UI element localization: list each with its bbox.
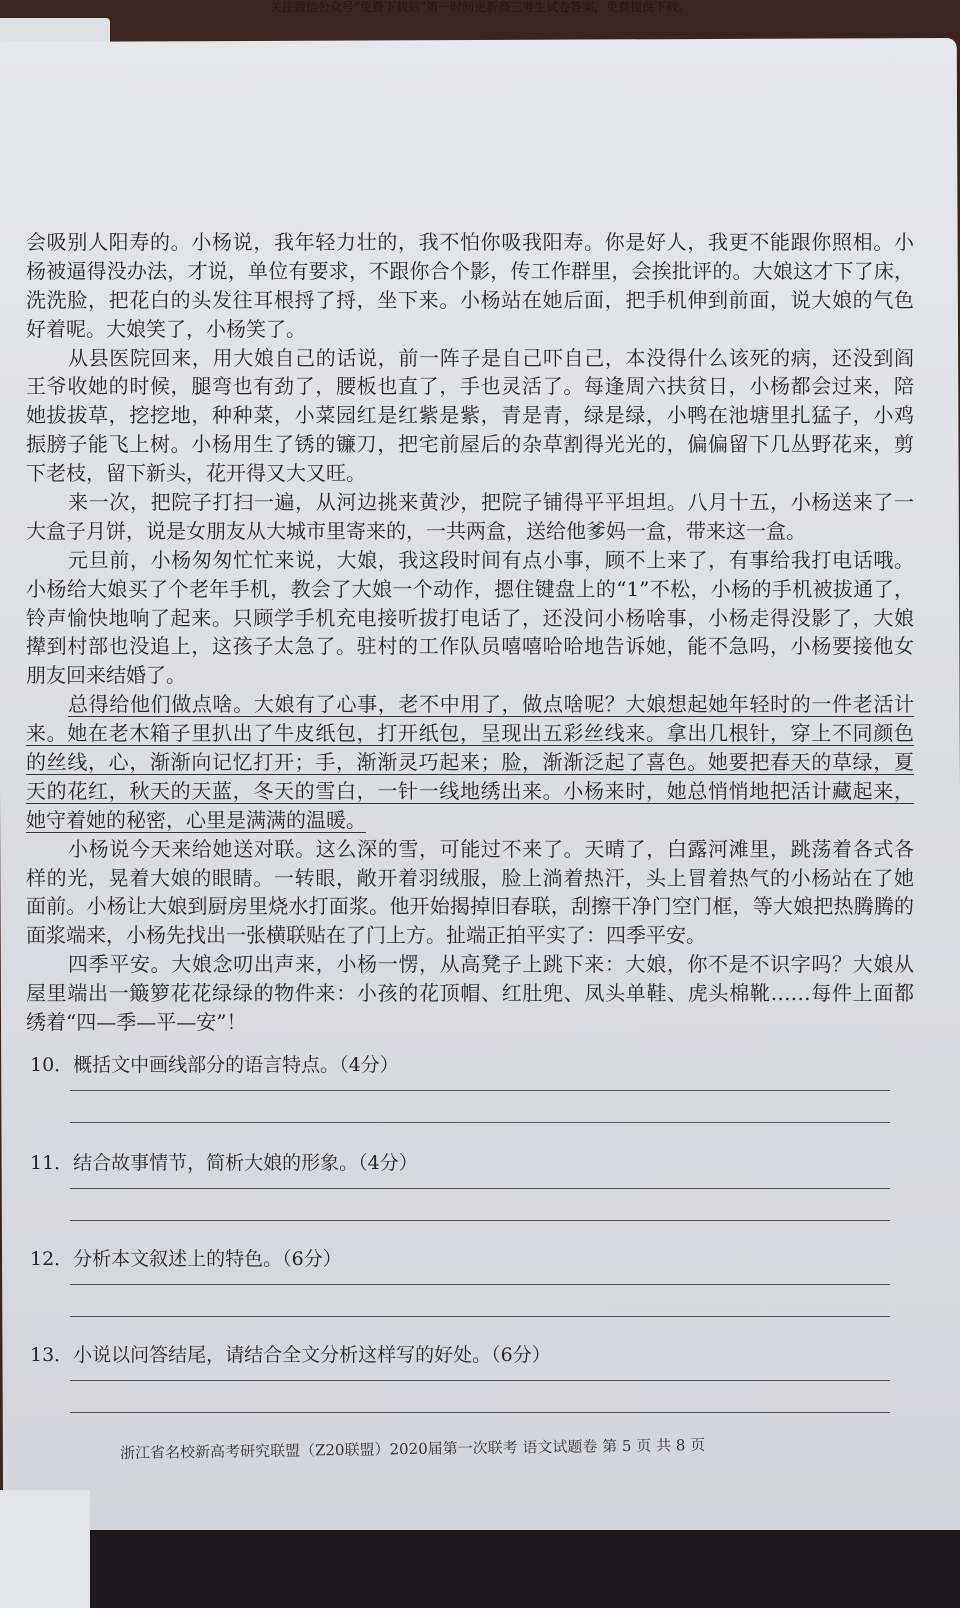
line-text: 面前。小杨让大娘到厨房里烧水打面浆。他开始揭掉旧春联，刮擦干净门空门框，等大娘把热腾腾的 (26, 894, 914, 919)
line-text: 四季平安。大娘念叨出声来，小杨一愣，从高凳子上跳下来：大娘，你不是不识字吗？大娘从 (68, 952, 914, 977)
text-line (26, 661, 914, 690)
line-text: 从县医院回来，用大娘自己的话说，前一阵子是自己吓自己，本没得什么该死的病，还没到阎 (68, 345, 914, 370)
answer-line[interactable] (70, 1380, 890, 1381)
text-line (26, 401, 914, 430)
answer-line[interactable] (70, 1284, 890, 1285)
table-surface (0, 1530, 960, 1608)
answer-line[interactable] (70, 1412, 890, 1413)
line-text: 小杨说今天来给她送对联。这么深的雪，可能过不来了。天晴了，白露河滩里，跳荡着各式各 (68, 836, 914, 861)
page-footer: 浙江省名校新高考研究联盟（Z20联盟）2020届第一次联考 语文试题卷 第 5 页 共 8 页 (119, 1435, 706, 1463)
line-text: 王爷收她的时候，腿弯也有劲了，腰板也直了，手也灵活了。每逢周六扶贫日，小杨都会过来，陪 (26, 374, 914, 399)
text-line (26, 604, 914, 633)
line-text: 洗洗脸，把花白的头发往耳根捋了捋，坐下来。小杨站在她后面，把手机伸到前面，说大娘的气色 (26, 287, 914, 312)
line-text: 屋里端出一簸箩花花绿绿的物件来：小孩的花顶帽、红肚兜、凤头单鞋、虎头棉靴……每件上面都 (26, 981, 914, 1006)
line-text: 下老枝，留下新头，花开得又大又旺。 (26, 461, 366, 486)
text-line (26, 777, 914, 806)
text-line (26, 257, 914, 286)
text-line (26, 546, 914, 575)
text-line (26, 575, 914, 604)
answer-line[interactable] (70, 1220, 890, 1221)
line-text: 铃声愉快地响了起来。只顾学手机充电接听拔打电话了，还没问小杨啥事，小杨走得没影了，大娘 (26, 605, 914, 630)
underlined-paragraph (26, 690, 914, 834)
line-text: 天的花红，秋天的天蓝，冬天的雪白，一针一线地绣出来。小杨来时，她总悄悄地把活计藏起来， (26, 778, 914, 803)
line-text: 小杨给大娘买了个老年手机，教会了大娘一个动作，摁住键盘上的“1”不松，小杨的手机被拔通了， (26, 576, 914, 601)
line-text: 来。她在老木箱子里扒出了牛皮纸包，打开纸包，呈现出五彩丝线来。拿出几根针，穿上不同颜色 (26, 721, 914, 746)
text-line (26, 690, 914, 719)
line-text: 她拔拔草，挖挖地，种种菜，小菜园红是红紫是紫，青是青，绿是绿，小鸭在池塘里扎猛子，小鸡 (26, 403, 914, 428)
line-text: 大盒子月饼，说是女朋友从大城市里寄来的，一共两盒，送给他爹妈一盒，带来这一盒。 (26, 518, 806, 543)
line-text: 总得给他们做点啥。大娘有了心事，老不中用了，做点啥呢？大娘想起她年轻时的一件老活计 (68, 692, 914, 717)
question-10: 10．概括文中画线部分的语言特点。（4分） (30, 1054, 399, 1076)
question-13: 13．小说以问答结尾，请结合全文分析这样写的好处。（6分） (30, 1344, 551, 1366)
line-text: 会吸别人阳寿的。小杨说，我年轻力壮的，我不怕你吸我阳寿。你是好人，我更不能跟你照相。小 (26, 230, 914, 254)
text-line (26, 430, 914, 459)
paper-corner (0, 1490, 90, 1608)
line-text: 的丝线，心，渐渐向记忆打开；手，渐渐灵巧起来；脸，渐渐泛起了喜色。她要把春天的草绿，夏 (26, 750, 914, 775)
text-line (26, 517, 914, 546)
question-11: 11．结合故事情节，简析大娘的形象。（4分） (30, 1152, 418, 1174)
line-text: 面浆端来，小杨先找出一张横联贴在了门上方。扯端正拍平实了：四季平安。 (26, 923, 706, 948)
paragraph (26, 228, 914, 344)
paragraph (26, 344, 914, 488)
line-text: 朋友回来结婚了。 (26, 663, 186, 688)
text-line (26, 921, 914, 950)
text-line (26, 459, 914, 488)
text-line (26, 835, 914, 864)
answer-line[interactable] (70, 1316, 890, 1317)
paragraph (26, 488, 914, 546)
text-line (26, 228, 914, 257)
line-text: 撵到村部也没追上，这孩子太急了。驻村的工作队员嘻嘻哈哈地告诉她，能不急吗，小杨要接他女 (26, 634, 914, 659)
text-line (26, 748, 914, 777)
text-line (26, 950, 914, 979)
line-text: 绣着“四—季—平—安”！ (26, 1010, 247, 1035)
text-line (26, 315, 914, 344)
line-text: 来一次，把院子打扫一遍，从河边挑来黄沙，把院子铺得平平坦坦。八月十五，小杨送来了一 (68, 490, 914, 515)
paragraph (26, 950, 914, 1037)
text-line (26, 286, 914, 315)
line-text: 样的光，晃着大娘的眼睛。一转眼，敞开着羽绒服，脸上淌着热汗，头上冒着热气的小杨站在了她 (26, 865, 914, 890)
watermark-text: 关注微信公众号“免费下载站”第一时间更新高三考生试卷答案，免费提供下载。 (269, 0, 691, 14)
answer-line[interactable] (70, 1122, 890, 1123)
text-line (26, 864, 914, 893)
passage (26, 228, 914, 1037)
line-text: 元旦前，小杨匆匆忙忙来说，大娘，我这段时间有点小事，顾不上来了，有事给我打电话哦。 (68, 547, 914, 572)
line-text: 杨被逼得没办法，才说，单位有要求，不跟你合个影，传工作群里，会挨批评的。大娘这才下了床， (26, 258, 914, 283)
question-12: 12．分析本文叙述上的特色。（6分） (30, 1248, 342, 1270)
line-text: 振膀子能飞上树。小杨用生了锈的镰刀，把宅前屋后的杂草割得光光的，偏偏留下几丛野花来，剪 (26, 432, 914, 457)
line-text: 她守着她的秘密，心里是满满的温暖。 (26, 807, 366, 832)
text-line (26, 1008, 914, 1037)
text-line (26, 806, 914, 835)
answer-line[interactable] (70, 1090, 890, 1091)
text-line (26, 892, 914, 921)
answer-line[interactable] (70, 1188, 890, 1189)
text-line (26, 344, 914, 373)
paragraph (26, 835, 914, 951)
text-line (26, 979, 914, 1008)
text-line (26, 719, 914, 748)
line-text: 好着呢。大娘笑了，小杨笑了。 (26, 316, 306, 341)
paragraph (26, 546, 914, 690)
text-line (26, 632, 914, 661)
text-line (26, 372, 914, 401)
text-line (26, 488, 914, 517)
